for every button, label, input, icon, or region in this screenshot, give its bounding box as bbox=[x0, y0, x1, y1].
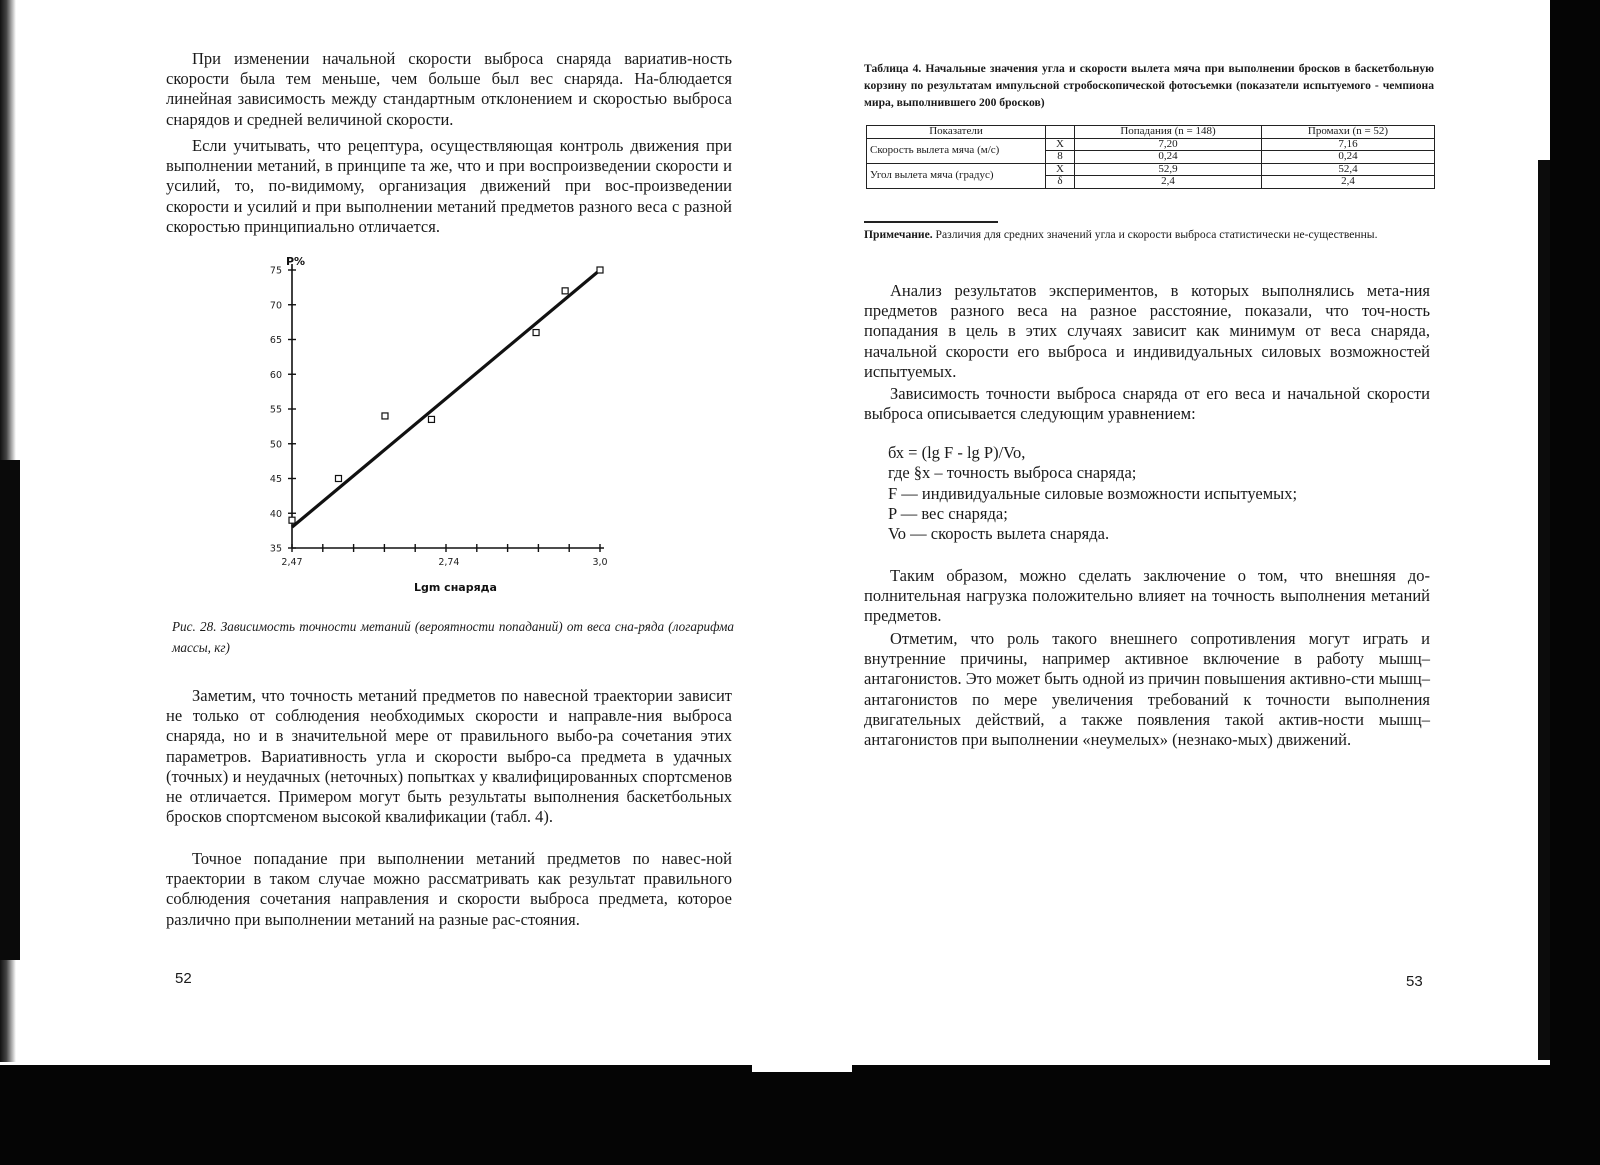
page-number-right: 53 bbox=[1406, 973, 1423, 990]
data-point bbox=[289, 517, 295, 523]
data-point bbox=[382, 413, 388, 419]
table-header-cell bbox=[1046, 126, 1075, 139]
note-label: Примечание. bbox=[864, 228, 933, 241]
results-table bbox=[866, 125, 1435, 189]
regression-line bbox=[292, 270, 600, 527]
table-symbol: X bbox=[1046, 163, 1075, 176]
formula-def-p: P — вес снаряда; bbox=[888, 504, 1008, 523]
left-paragraph-1: При изменении начальной скорости выброса снаряда вариатив-ность скорости была тем меньше, чем больше был вес снаряда. На-блюдается линейная зависимость между стандартным отклонением и скоростью выброса снарядов и средней величиной скорости. bbox=[166, 49, 732, 129]
scan-shadow-left bbox=[0, 460, 20, 960]
y-tick-label: 65 bbox=[269, 335, 282, 346]
table-cell: 7,16 bbox=[1262, 138, 1435, 151]
table-symbol: 8 bbox=[1046, 151, 1075, 164]
y-tick-label: 45 bbox=[269, 474, 282, 485]
formula-line: бх = (lg F - lg P)/Vo, bbox=[888, 443, 1026, 462]
y-tick-label: 50 bbox=[269, 439, 282, 451]
right-paragraph-3: Таким образом, можно сделать заключение о том, что внешняя до-полнительная нагрузка положительно влияет на точность выполнения метаний предметов. bbox=[864, 566, 1430, 626]
table-row bbox=[867, 163, 1435, 176]
x-tick-label: 3,0 bbox=[592, 557, 608, 568]
table-header-cell: Показатели bbox=[867, 126, 1046, 139]
left-paragraph-4: Точное попадание при выполнении метаний предметов по навес-ной траектории в таком случае можно рассматривать как результат правильного соблюдения сочетания направления и скорости выброса предмета, которое различно при выполнении метаний на разные рас-стояния. bbox=[166, 849, 732, 929]
formula-def-vo: Vo — скорость вылета снаряда. bbox=[888, 524, 1110, 543]
formula-where: где §х – точность выброса снаряда; bbox=[888, 463, 1137, 482]
right-paragraph-2: Зависимость точности выброса снаряда от его веса и начальной скорости выброса описывается следующим уравнением: bbox=[864, 384, 1430, 424]
table-row-label: Скорость вылета мяча (м/с) bbox=[867, 138, 1046, 163]
data-point bbox=[533, 330, 539, 336]
table-symbol: δ bbox=[1046, 176, 1075, 189]
page-gap bbox=[752, 1062, 852, 1072]
table-row-label: Угол вылета мяча (градус) bbox=[867, 163, 1046, 188]
y-tick-label: 55 bbox=[269, 404, 282, 416]
table-cell: 2,4 bbox=[1075, 176, 1262, 189]
data-point bbox=[562, 288, 568, 294]
y-tick-label: 60 bbox=[269, 369, 282, 381]
page-number-left: 52 bbox=[175, 970, 192, 987]
x-tick-label: 2,47 bbox=[281, 557, 303, 568]
note-divider bbox=[864, 221, 998, 223]
x-axis-label: Lgm снаряда bbox=[414, 581, 497, 594]
y-axis-label: P% bbox=[286, 255, 306, 268]
table-header-row bbox=[867, 126, 1435, 139]
data-point bbox=[335, 476, 341, 482]
scan-edge-right bbox=[1550, 0, 1600, 1165]
left-paragraph-3: Заметим, что точность метаний предметов по навесной траектории зависит не только от соблюдения необходимых скорости и направле-ния выброса снаряда, но и в значительной мере от правильного выбо-ра сочетания этих параметров. Вариативность угла и скорости выбро-са предмета в удачных (точных) и неудачных (неточных) попытках у квалифицированных спортсменов не отличается. Примером могут быть результаты выполнения баскетбольных бросков спортсменом высокой квалификации (табл. 4). bbox=[166, 686, 732, 827]
left-paragraph-2: Если учитывать, что рецептура, осуществляющая контроль движения при выполнении метаний, в принципе та же, что и при воспроизведении скорости и усилий, то, по-видимому, организация движений при вос-произведении скорости и усилий и при выполнении метаний предметов разного веса с разной скоростью принципиально отличается. bbox=[166, 136, 732, 236]
right-paragraph-4: Отметим, что роль такого внешнего сопротивления могут играть и внутренние причины, например активное включение в работу мышц–антагонистов. Это может быть одной из причин повышения активно-сти мышц–антагонистов по мере увеличения требований к точности выполнения двигательных действий, а также появления такой актив-ности мышц–антагонистов при выполнении «неумелых» (незнако-мых) движений. bbox=[864, 629, 1430, 750]
note-text: Различия для средних значений угла и скорости выброса статистически не-существенны. bbox=[932, 228, 1378, 241]
data-point bbox=[428, 416, 434, 422]
table-note bbox=[864, 227, 1434, 242]
y-tick-label: 35 bbox=[269, 543, 282, 555]
right-paragraph-1: Анализ результатов экспериментов, в которых выполнялись мета-ния предметов разного веса на разное расстояние, показали, что точ-ность попадания в цель в этих случаях зависит как минимум от веса снаряда, начальной скорости его выброса и индивидуальных силовых возможностей испытуемых. bbox=[864, 281, 1430, 381]
page-edge-right bbox=[1538, 160, 1550, 1060]
scan-edge-bottom bbox=[0, 1065, 1600, 1165]
table-row bbox=[867, 138, 1435, 151]
table-cell: 2,4 bbox=[1262, 176, 1435, 189]
table-symbol: X bbox=[1046, 138, 1075, 151]
formula-def-f: F — индивидуальные силовые возможности испытуемых; bbox=[888, 484, 1298, 503]
figure-caption: Рис. 28. Зависимость точности метаний (вероятности попаданий) от веса сна-ряда (логарифма массы, кг) bbox=[172, 619, 734, 655]
accuracy-vs-mass-chart bbox=[236, 255, 636, 595]
y-tick-label: 75 bbox=[269, 265, 282, 277]
y-tick-label: 40 bbox=[269, 508, 282, 520]
x-tick-label: 2,74 bbox=[438, 557, 460, 568]
table-header-cell: Попадания (n = 148) bbox=[1075, 126, 1262, 139]
table-cell: 52,4 bbox=[1262, 163, 1435, 176]
table-cell: 0,24 bbox=[1075, 151, 1262, 164]
table-cell: 7,20 bbox=[1075, 138, 1262, 151]
table-title: Таблица 4. Начальные значения угла и скорости вылета мяча при выполнении бросков в баскетбольную корзину по результатам импульсной стробоскопической фотосъемки (показатели испытуемого - чемпиона мира, выполнившего 200 бросков) bbox=[864, 62, 1434, 109]
table-header-cell: Промахи (n = 52) bbox=[1262, 126, 1435, 139]
table-cell: 0,24 bbox=[1262, 151, 1435, 164]
y-tick-label: 70 bbox=[269, 300, 282, 312]
table-cell: 52,9 bbox=[1075, 163, 1262, 176]
data-point bbox=[597, 267, 603, 273]
